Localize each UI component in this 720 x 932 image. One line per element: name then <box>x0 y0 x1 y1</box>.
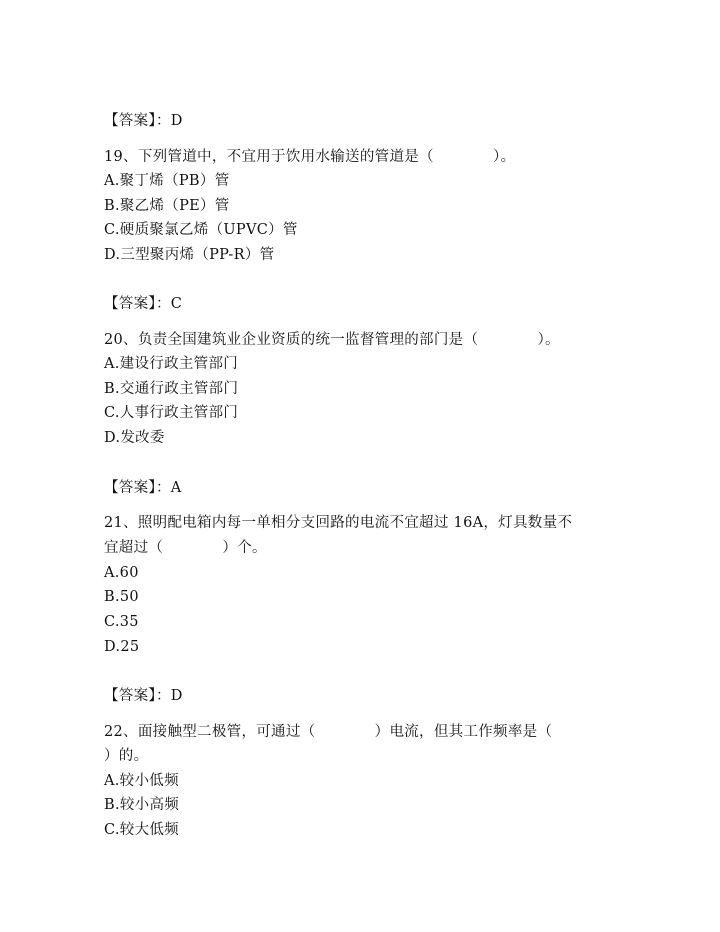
question-19-option-b: B.聚乙烯（PE）管 <box>104 198 230 214</box>
answer-21: 【答案】：D <box>104 688 183 704</box>
question-22-option-a: A.较小低频 <box>104 773 179 789</box>
answer-20: 【答案】：A <box>104 480 182 496</box>
question-22-stem-line-2: ）的。 <box>104 748 149 764</box>
question-21-option-d: D.25 <box>104 639 140 655</box>
question-19-option-a: A.聚丁烯（PB）管 <box>104 173 230 189</box>
question-21-stem-line-1: 21、照明配电箱内每一单相分支回路的电流不宜超过 16A，灯具数量不 <box>104 515 573 531</box>
question-19-option-c: C.硬质聚氯乙烯（UPVC）管 <box>104 222 298 238</box>
question-20-stem: 20、负责全国建筑业企业资质的统一监督管理的部门是（ ）。 <box>104 332 560 348</box>
question-20-option-d: D.发改委 <box>104 430 165 446</box>
question-19-option-d: D.三型聚丙烯（PP-R）管 <box>104 247 275 263</box>
question-20-option-c: C.人事行政主管部门 <box>104 405 239 421</box>
question-21-option-a: A.60 <box>104 565 139 581</box>
question-21-option-b: B.50 <box>104 589 139 605</box>
question-19-stem: 19、下列管道中，不宜用于饮用水输送的管道是（ ）。 <box>104 149 516 165</box>
question-21-stem-line-2: 宜超过（ ）个。 <box>104 540 267 556</box>
question-20-option-b: B.交通行政主管部门 <box>104 381 239 397</box>
answer-18: 【答案】：D <box>104 113 183 129</box>
question-22-option-c: C.较大低频 <box>104 822 179 838</box>
question-22-stem-line-1: 22、面接触型二极管，可通过（ ）电流，但其工作频率是（ <box>104 724 553 740</box>
question-22-option-b: B.较小高频 <box>104 797 180 813</box>
question-21-option-c: C.35 <box>104 614 139 630</box>
answer-19: 【答案】：C <box>104 296 183 312</box>
question-20-option-a: A.建设行政主管部门 <box>104 356 239 372</box>
